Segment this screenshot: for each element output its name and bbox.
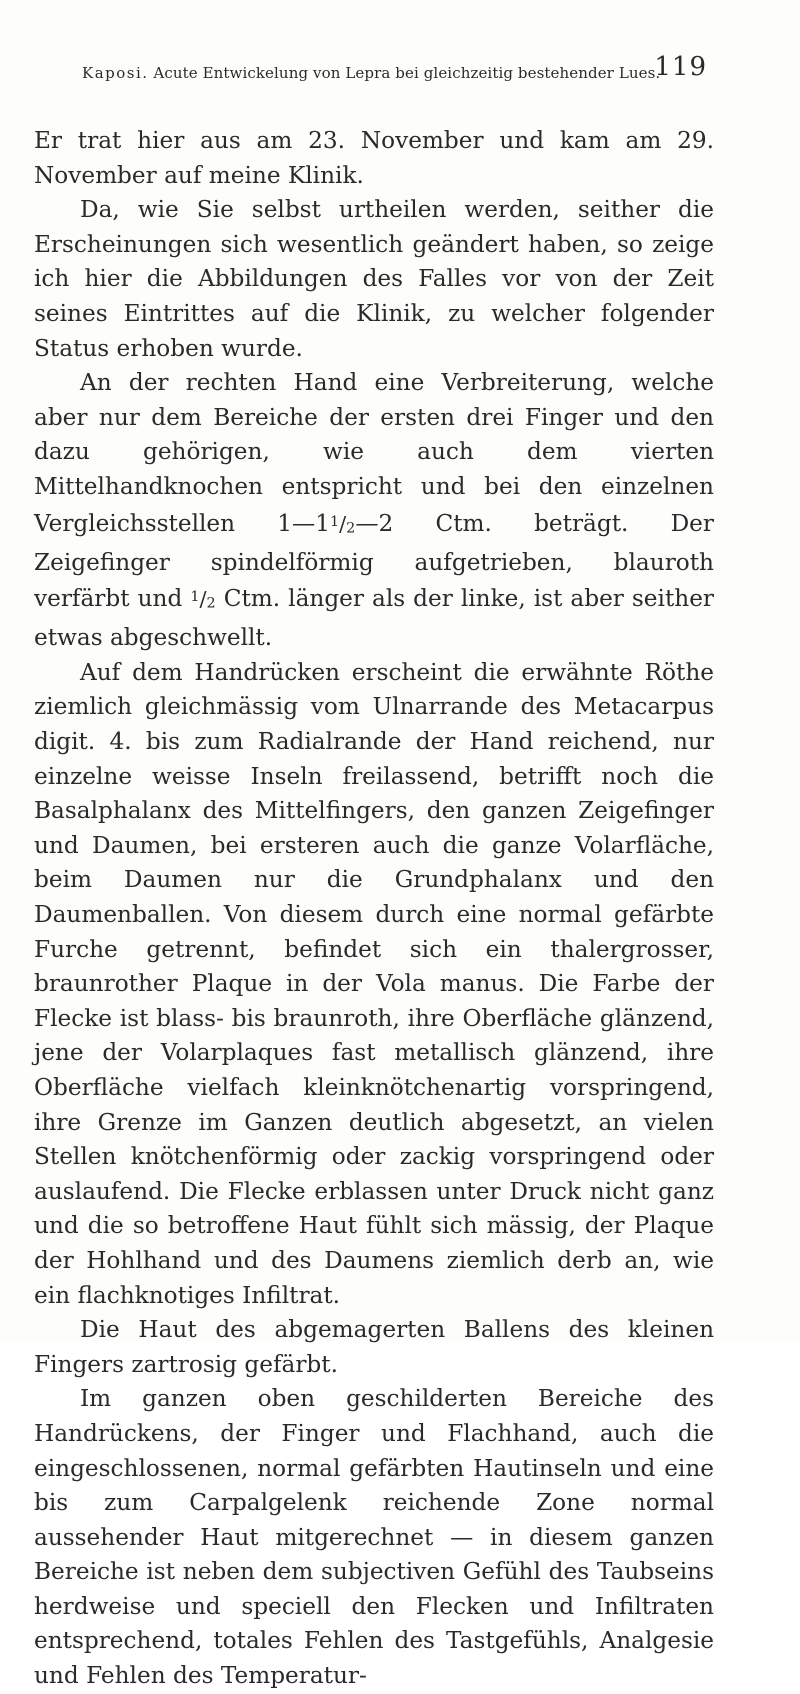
fraction-denominator: 2 <box>206 595 216 612</box>
fraction-bar: / <box>339 511 347 536</box>
paragraph-back-of-hand: Auf dem Handrücken erscheint die erwähnte Röthe ziemlich gleichmässig vom Ulnarrande des Metacarpus digit. 4. bis zum Radialrande der Hand reichend, nur einzelne weisse Inseln freilassend, betrifft noch die Basalphalanx des Mittelfingers, den ganzen Zeigefinger und Daumen, bei ersteren auch die ganze Volarfläche, beim Daumen nur die Grundphalanx und den Daumenballen. Von diesem durch eine normal gefärbte Furche getrennt, befindet sich ein thalergrosser, braunrother Plaque in der Vola manus. Die Farbe der Flecke ist blass- bis braunroth, ihre Oberfläche glänzend, jene der Volarplaques fast metallisch glänzend, ihre Oberfläche vielfach kleinknötchenartig vorspringend, ihre Grenze im Ganzen deutlich abgesetzt, an vielen Stellen knötchenförmig oder zackig vorspringend oder auslaufend. Die Flecke erblassen unter Druck nicht ganz und die so betroffene Haut fühlt sich mässig, der Plaque der Hohlhand und des Daumens ziemlich derb an, wie ein flachknotiges Infiltrat. <box>34 658 714 1309</box>
paragraph-right-hand <box>34 366 714 656</box>
fraction-denominator: 2 <box>346 520 356 536</box>
paragraph-illustrations: Da, wie Sie selbst urtheilen werden, seither die Erscheinungen sich wesentlich geändert haben, so zeige ich hier die Abbildungen des Falles vor von der Zeit seines Eintrittes auf die Klinik, zu welcher folgender Status erhoben wurde. <box>34 196 714 362</box>
paragraph-sensation: Im ganzen oben geschilderten Bereiche des Handrückens, der Finger und Flachhand, auch die eingeschlossenen, normal gefärbten Hautinseln und eine bis zum Carpalgelenk reichende Zone normal aussehender Haut mitgerechnet — in diesem ganzen Bereiche ist neben dem subjectiven Gefühl des Taubseins herdweise und speciell den Flecken und Infiltraten entsprechend, totales Fehlen des Tastgefühls, Analgesie und Fehlen des Temperatur- <box>34 1385 714 1690</box>
fraction-bar: / <box>199 587 207 612</box>
running-title-author: Kaposi. <box>82 64 149 82</box>
paragraph-right-hand-part1: An der rechten Hand eine Verbreiterung, welche aber nur dem Bereiche der ersten drei Finger und den dazu gehörigen, wie auch dem vierten Mittelhandknochen entspricht und bei den einzelnen Vergleichsstellen 1—1 <box>34 369 714 537</box>
fraction-numerator: 1 <box>190 589 200 606</box>
running-head <box>82 50 707 90</box>
body-text <box>34 124 714 1694</box>
paragraph-little-finger: Die Haut des abgemagerten Ballens des kleinen Fingers zartrosig gefärbt. <box>34 1316 714 1378</box>
fraction-numerator: 1 <box>329 513 340 530</box>
paragraph-right-hand-part2: —2 Ctm. beträgt. Der Zeigefinger spindelförmig aufgetrieben, blauroth verfärbt und <box>34 509 714 613</box>
running-title <box>82 64 660 82</box>
paragraph-right-hand-part3: Ctm. länger als der linke, ist aber seither etwas abgeschwellt. <box>34 585 715 652</box>
running-title-text: Acute Entwickelung von Lepra bei gleichzeitig bestehender Lues. <box>153 64 661 82</box>
paragraph-arrival: Er trat hier aus am 23. November und kam am 29. November auf meine Klinik. <box>34 127 714 189</box>
page-number: 119 <box>654 52 707 82</box>
